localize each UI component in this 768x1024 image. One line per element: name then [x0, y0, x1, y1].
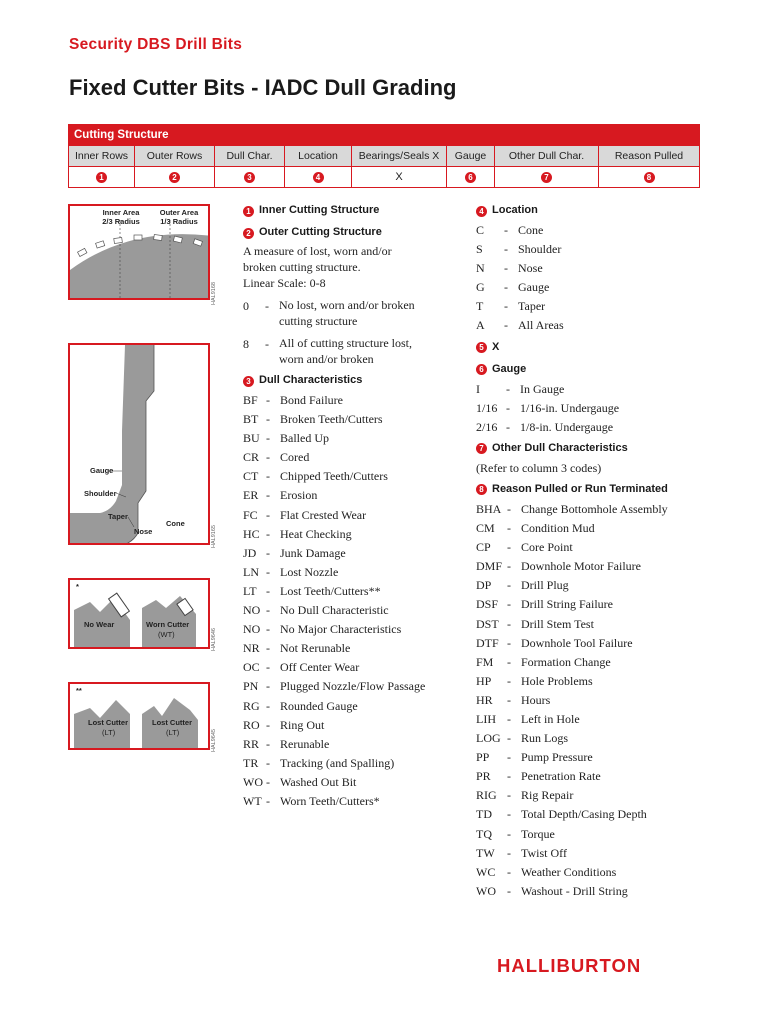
list-item: HP - Hole Problems	[476, 673, 593, 688]
list-item: DP - Drill Plug	[476, 578, 569, 593]
gauge-list	[476, 380, 706, 437]
header-cell: Location	[285, 146, 352, 166]
header-cell: Bearings/Seals X	[352, 146, 447, 166]
value-cell: X	[352, 167, 447, 187]
header-cell: Reason Pulled	[614, 150, 684, 162]
nose-label: Nose	[134, 527, 153, 536]
cutting-structure-table	[68, 124, 700, 188]
figure-code: HAL9165	[211, 525, 217, 548]
list-item: G - Gauge	[476, 280, 550, 295]
figure-code: HAL9168	[211, 282, 217, 305]
header-cell: Other Dull Char.	[495, 146, 599, 166]
list-item: JD - Junk Damage	[243, 545, 346, 560]
list-item: RIG - Rig Repair	[476, 788, 574, 803]
list-item: OC - Off Center Wear	[243, 660, 360, 675]
list-item: WO - Washed Out Bit	[243, 774, 357, 789]
note-star: *	[76, 582, 79, 591]
list-item: CT - Chipped Teeth/Cutters	[243, 469, 388, 484]
section-inner-cutting-structure: 1 Inner Cutting Structure	[243, 201, 463, 221]
halliburton-logo: HALLIBURTON	[497, 955, 642, 976]
list-item: DSF - Drill String Failure	[476, 597, 613, 612]
lost-cutter-label: Lost Cutter	[152, 718, 192, 727]
value-cell: 8	[599, 167, 699, 187]
list-item: BF - Bond Failure	[243, 393, 343, 407]
header-cell: Dull Char.	[215, 146, 285, 166]
outer-area-label: Outer Area 1/3 Radius	[159, 208, 199, 226]
list-item: PN - Plugged Nozzle/Flow Passage	[243, 679, 426, 694]
table-value-row	[69, 166, 699, 187]
figure-bit-face-radius	[68, 204, 210, 300]
shoulder-label: Shoulder	[84, 489, 117, 498]
figure-lost-cutter	[68, 682, 210, 750]
lt-label: (LT)	[102, 728, 116, 737]
list-item: LIH - Left in Hole	[476, 711, 580, 726]
list-item: WT - Worn Teeth/Cutters*	[243, 793, 380, 808]
bit-profile-illustration	[70, 345, 210, 545]
value-cell: 3	[215, 167, 285, 187]
list-item: RO - Ring Out	[243, 717, 325, 732]
value-cell: 7	[495, 167, 599, 187]
list-item: NR - Not Rerunable	[243, 641, 351, 656]
list-item: NO - No Dull Characteristic	[243, 603, 389, 618]
section-gauge: 6 Gauge	[476, 360, 706, 380]
list-item: LT - Lost Teeth/Cutters**	[243, 583, 381, 598]
section-other-dull: 7 Other Dull Characteristics	[476, 439, 706, 459]
figure-code: HAL9646	[211, 628, 217, 651]
list-item: BU - Balled Up	[243, 431, 329, 446]
list-item: BHA - Change Bottomhole Assembly	[476, 501, 668, 516]
section-outer-cutting-structure: 2 Outer Cutting Structure	[243, 223, 463, 243]
scale-list	[243, 297, 463, 367]
list-item: DTF - Downhole Tool Failure	[476, 635, 633, 650]
location-list	[476, 221, 706, 336]
list-item: CR - Cored	[243, 450, 310, 465]
section-dull-characteristics: 3 Dull Characteristics	[243, 371, 463, 391]
dull-characteristics-list	[243, 391, 463, 811]
scale-item: 8 - All of cutting structure lost, worn and/or broken	[243, 336, 412, 366]
section-reason-pulled: 8 Reason Pulled or Run Terminated	[476, 480, 706, 500]
reason-pulled-list	[476, 500, 706, 901]
list-item: HC - Heat Checking	[243, 526, 352, 541]
figure-bit-profile	[68, 343, 210, 545]
wt-label: (WT)	[158, 630, 175, 639]
worn-cutter-illustration	[70, 580, 210, 649]
list-item: DMF - Downhole Motor Failure	[476, 559, 641, 574]
outer-structure-description: A measure of lost, worn and/or broken cutting structure.	[243, 244, 392, 274]
list-item: LOG - Run Logs	[476, 731, 569, 746]
list-item: RG - Rounded Gauge	[243, 698, 358, 713]
list-item: FM - Formation Change	[476, 654, 611, 669]
list-item: BT - Broken Teeth/Cutters	[243, 412, 383, 427]
list-item: 2/16 - 1/8-in. Undergauge	[476, 419, 614, 434]
value-cell: 6	[447, 167, 495, 187]
section-location: 4 Location	[476, 201, 706, 221]
lost-cutter-illustration	[70, 684, 210, 750]
list-item: WO - Washout - Drill String	[476, 883, 628, 898]
header-cell: Outer Rows	[135, 146, 215, 166]
list-item: 1/16 - 1/16-in. Undergauge	[476, 400, 620, 415]
scale-item: 0 - No lost, worn and/or broken cutting structure	[243, 298, 415, 328]
list-item: WC - Weather Conditions	[476, 864, 617, 879]
list-item: TW - Twist Off	[476, 845, 567, 860]
right-column	[476, 199, 706, 901]
list-item: DST - Drill Stem Test	[476, 616, 594, 631]
header-cell: Inner Rows	[69, 146, 135, 166]
list-item: C - Cone	[476, 223, 544, 237]
taper-label: Taper	[108, 512, 128, 521]
list-item: FC - Flat Crested Wear	[243, 507, 367, 522]
section-x: 5 X	[476, 338, 706, 358]
value-cell: 4	[285, 167, 352, 187]
list-item: S - Shoulder	[476, 242, 562, 257]
table-header-row	[69, 146, 699, 166]
list-item: LN - Lost Nozzle	[243, 564, 339, 579]
header-cell: Gauge	[447, 146, 495, 166]
list-item: ER - Erosion	[243, 488, 318, 503]
list-item: TD - Total Depth/Casing Depth	[476, 807, 647, 822]
gauge-label: Gauge	[90, 466, 114, 475]
cone-label: Cone	[166, 519, 185, 528]
brand-heading: Security DBS Drill Bits	[69, 36, 243, 53]
figure-worn-cutter	[68, 578, 210, 649]
list-item: CM - Condition Mud	[476, 521, 595, 536]
value-cell: 2	[135, 167, 215, 187]
list-item: N - Nose	[476, 261, 543, 276]
list-item: HR - Hours	[476, 692, 551, 707]
page-title: Fixed Cutter Bits - IADC Dull Grading	[69, 75, 457, 100]
list-item: NO - No Major Characteristics	[243, 622, 402, 637]
list-item: CP - Core Point	[476, 540, 573, 555]
middle-column	[243, 199, 463, 811]
list-item: A - All Areas	[476, 318, 564, 333]
lost-cutter-label: Lost Cutter	[88, 718, 128, 727]
inner-area-label: Inner Area 2/3 Radius	[102, 208, 140, 226]
value-cell: 1	[69, 167, 135, 187]
list-item: RR - Rerunable	[243, 736, 330, 751]
list-item: PR - Penetration Rate	[476, 769, 601, 784]
list-item: TR - Tracking (and Spalling)	[243, 755, 395, 770]
table-caption: Cutting Structure	[69, 125, 699, 146]
other-dull-note: (Refer to column 3 codes)	[476, 460, 602, 475]
list-item: TQ - Torque	[476, 826, 555, 841]
linear-scale: Linear Scale: 0-8	[243, 276, 326, 290]
lt-label: (LT)	[166, 728, 180, 737]
list-item: I - In Gauge	[476, 381, 565, 396]
note-star: **	[76, 686, 82, 695]
worn-cutter-label: Worn Cutter	[146, 620, 190, 629]
no-wear-label: No Wear	[84, 620, 115, 629]
figure-code: HAL9645	[211, 729, 217, 752]
list-item: T - Taper	[476, 299, 546, 314]
list-item: PP - Pump Pressure	[476, 750, 593, 765]
